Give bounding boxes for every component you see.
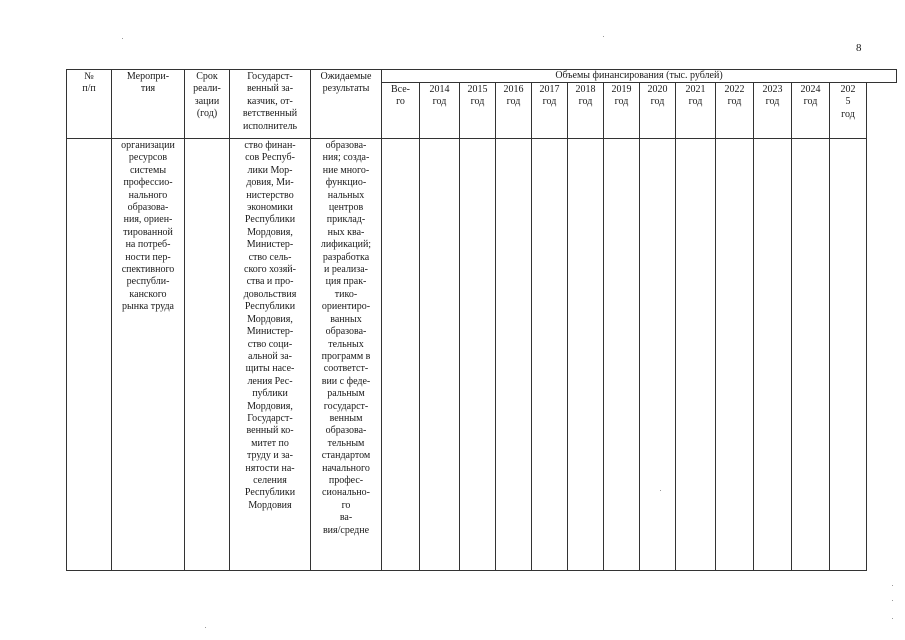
cell-line: ва-: [339, 512, 353, 524]
scan-speck: [660, 490, 661, 491]
cell-line: профессио-: [123, 177, 173, 189]
header-event: Меропри- тия: [112, 70, 185, 139]
cell-line: разработка: [322, 251, 370, 263]
cell-line: Республики: [244, 214, 296, 226]
header-results: Ожидаемые результаты: [311, 70, 382, 139]
header-number: № п/п: [67, 70, 112, 139]
cell-line: Мордовия: [248, 499, 292, 511]
cell-line: сионально-: [322, 487, 370, 499]
cell-line: на потреб-: [125, 239, 171, 251]
cell-line: центров: [328, 202, 364, 214]
cell-year: [640, 139, 676, 571]
cell-line: вия/средне: [322, 524, 370, 536]
cell-year: [532, 139, 568, 571]
cell-line: государст-: [323, 400, 369, 412]
cell-line: ных ква-: [327, 226, 365, 238]
cell-line: образова-: [127, 202, 169, 214]
cell-line: и реализа-: [324, 264, 368, 276]
cell-line: сов Респуб-: [245, 152, 295, 164]
table-row: [67, 139, 897, 571]
cell-line: ние много-: [322, 164, 370, 176]
cell-year: [716, 139, 754, 571]
cell-year: [568, 139, 604, 571]
cell-line: образова-: [325, 140, 367, 151]
cell-line: ресурсов: [128, 152, 168, 164]
cell-line: ральным: [327, 388, 365, 400]
cell-year: [830, 139, 867, 571]
cell-line: нального: [128, 189, 168, 201]
cell-results: [311, 139, 382, 571]
header-year: 2019 год: [604, 83, 640, 139]
cell-line: нальных: [327, 189, 365, 201]
cell-line: Министер-: [246, 239, 294, 251]
scan-speck: [892, 600, 893, 601]
cell-term: [185, 139, 230, 571]
header-year: 2022 год: [716, 83, 754, 139]
cell-line: Республики: [244, 301, 296, 313]
cell-line: ства и про-: [246, 276, 294, 288]
cell-line: системы: [129, 164, 167, 176]
header-year: 202 5 год: [830, 83, 867, 139]
cell-line: Мордовия,: [247, 226, 293, 238]
scan-speck: [205, 627, 206, 628]
cell-line: Министер-: [246, 326, 294, 338]
cell-line: ности пер-: [125, 251, 171, 263]
cell-line: Государст-: [247, 412, 293, 424]
scan-speck: [892, 618, 893, 619]
cell-line: приклад-: [326, 214, 366, 226]
cell-line: начального: [322, 462, 370, 474]
cell-line: экономики: [247, 202, 293, 214]
cell-line: го: [341, 499, 351, 511]
cell-line: образова-: [325, 425, 367, 437]
page-number: 8: [856, 42, 862, 54]
cell-line: ния; созда-: [322, 152, 370, 164]
cell-line: рынка труда: [122, 301, 174, 313]
header-total: Все- го: [382, 83, 420, 139]
header-funding: Объемы финансирования (тыс. рублей): [382, 70, 897, 83]
header-year: 2017 год: [532, 83, 568, 139]
header-year: 2023 год: [754, 83, 792, 139]
cell-line: труду и за-: [247, 450, 293, 462]
cell-line: ванных: [330, 313, 362, 325]
cell-line: нистерство: [246, 189, 294, 201]
scan-speck: [603, 36, 604, 37]
cell-line: селения: [253, 474, 287, 486]
cell-number: [67, 139, 112, 571]
cell-line: тельным: [327, 437, 365, 449]
cell-line: венный ко-: [246, 425, 294, 437]
cell-line: ния, ориен-: [123, 214, 173, 226]
cell-line: щиты насе-: [245, 363, 295, 375]
cell-year: [754, 139, 792, 571]
cell-line: спективного: [121, 264, 175, 276]
scan-speck: [122, 38, 123, 39]
cell-line: ция прак-: [325, 276, 367, 288]
cell-line: программ в: [321, 350, 371, 362]
scan-speck: [892, 585, 893, 586]
header-year: 2015 год: [460, 83, 496, 139]
cell-total: [382, 139, 420, 571]
cell-line: венным: [329, 412, 363, 424]
cell-line: Мордовия,: [247, 400, 293, 412]
cell-line: лификаций;: [320, 239, 372, 251]
cell-line: вии с феде-: [321, 375, 371, 387]
header-year: 2021 год: [676, 83, 716, 139]
header-year: 2024 год: [792, 83, 830, 139]
cell-line: ство соци-: [247, 338, 293, 350]
cell-line: тированной: [123, 226, 173, 238]
cell-year: [792, 139, 830, 571]
cell-line: функцио-: [325, 177, 367, 189]
cell-line: канского: [129, 288, 167, 300]
cell-line: стандартом: [321, 450, 371, 462]
cell-line: организации: [121, 140, 175, 151]
header-customer: Государст- венный за- казчик, от- ветственный исполнитель: [230, 70, 311, 139]
cell-line: ления Рес-: [247, 375, 293, 387]
cell-year: [420, 139, 460, 571]
funding-table: [66, 69, 897, 571]
cell-line: образова-: [325, 326, 367, 338]
cell-line: лики Мор-: [247, 164, 293, 176]
cell-year: [460, 139, 496, 571]
cell-line: митет по: [251, 437, 289, 449]
cell-line: довольствия: [243, 288, 297, 300]
cell-line: тико-: [334, 288, 358, 300]
cell-line: ского хозяй-: [244, 264, 296, 276]
cell-line: Мордовия,: [247, 313, 293, 325]
cell-line: довия, Ми-: [246, 177, 294, 189]
cell-line: тельных: [328, 338, 364, 350]
cell-year: [604, 139, 640, 571]
header-year: 2020 год: [640, 83, 676, 139]
cell-line: Республики: [244, 487, 296, 499]
header-term: Срок реали- зации (год): [185, 70, 230, 139]
header-year: 2014 год: [420, 83, 460, 139]
cell-line: республи-: [126, 276, 170, 288]
header-year: 2016 год: [496, 83, 532, 139]
header-year: 2018 год: [568, 83, 604, 139]
cell-line: ориентиро-: [321, 301, 371, 313]
cell-line: альной за-: [248, 350, 292, 362]
header-row: [67, 70, 897, 83]
cell-line: соответст-: [323, 363, 369, 375]
cell-event: [112, 139, 185, 571]
cell-line: профес-: [328, 474, 364, 486]
cell-customer: [230, 139, 311, 571]
cell-year: [496, 139, 532, 571]
cell-line: публики: [252, 388, 288, 400]
cell-line: ство финан-: [244, 140, 296, 151]
cell-line: нятости на-: [245, 462, 295, 474]
cell-line: ство сель-: [248, 251, 292, 263]
cell-year: [676, 139, 716, 571]
